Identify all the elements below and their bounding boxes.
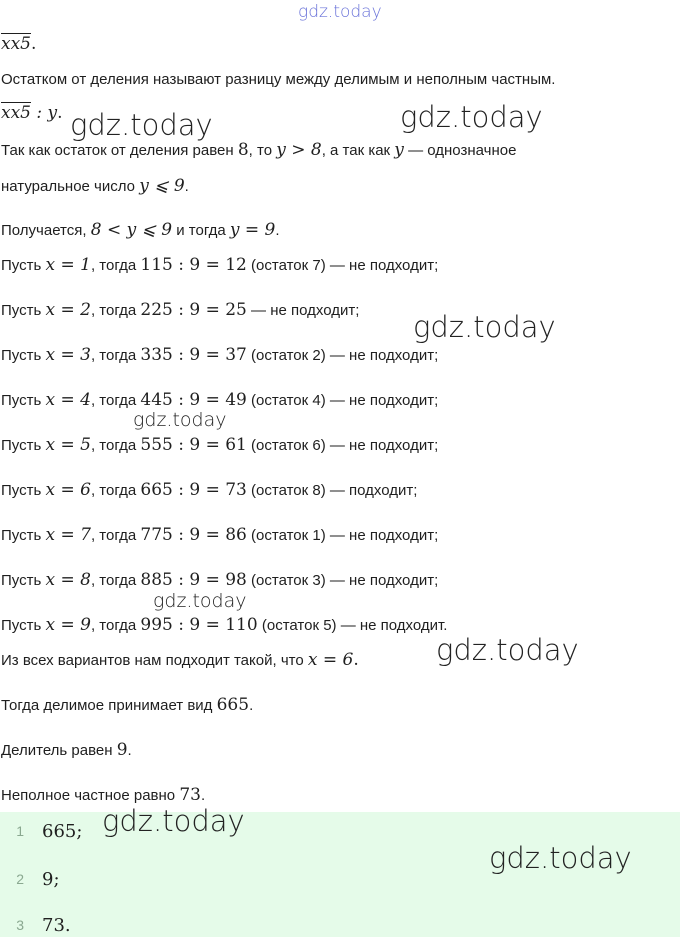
answer-value: 9; [42,868,60,890]
watermark: gdz.today [400,100,543,134]
case-line: Пусть x = 9, тогда 995 : 9 = 110 (остаток 5) — не подходит. [1,615,448,635]
overline-number: xx5 [1,103,31,123]
answer-index: 3 [16,917,24,933]
answer-row [0,814,82,848]
answer-index: 2 [16,871,24,887]
watermark-top: gdz.today [298,2,382,22]
case-line: Пусть x = 2, тогда 225 : 9 = 25 — не подходит; [1,300,360,320]
watermark: gdz.today [153,590,247,612]
case-line: Пусть x = 3, тогда 335 : 9 = 37 (остаток 2) — не подходит; [1,345,439,365]
conclusion-dividend: Тогда делимое принимает вид 665. [1,695,254,715]
watermark: gdz.today [70,108,213,142]
line-dividend: xx5. [1,34,37,54]
answer-value: 73. [42,914,71,936]
overline-number: xx5 [1,34,31,54]
watermark: gdz.today [133,409,227,431]
answer-index: 1 [16,823,24,839]
case-line: Пусть x = 5, тогда 555 : 9 = 61 (остаток 6) — не подходит; [1,435,439,455]
case-line: Пусть x = 6, тогда 665 : 9 = 73 (остаток 8) — подходит; [1,480,418,500]
line-division: xx5 : y. [1,103,63,123]
watermark: gdz.today [102,804,245,838]
case-line: Пусть x = 1, тогда 115 : 9 = 12 (остаток 7) — не подходит; [1,255,439,275]
watermark: gdz.today [413,310,556,344]
line-condition-2: натуральное число y ⩽ 9. [1,176,189,196]
line-condition-1: Так как остаток от деления равен 8, то y > 8, а так как y — однозначное [1,140,517,160]
case-line: Пусть x = 7, тогда 775 : 9 = 86 (остаток 1) — не подходит; [1,525,439,545]
conclusion-quotient: Неполное частное равно 73. [1,785,206,805]
watermark: gdz.today [489,841,632,875]
answer-value: 665; [42,820,83,842]
conclusion-x: Из всех вариантов нам подходит такой, что x = 6. [1,650,359,670]
line-result-y: Получается, 8 < y ⩽ 9 и тогда y = 9. [1,220,280,240]
case-line: Пусть x = 8, тогда 885 : 9 = 98 (остаток 3) — не подходит; [1,570,439,590]
watermark: gdz.today [436,633,579,667]
answer-row [0,862,60,896]
conclusion-divisor: Делитель равен 9. [1,740,132,760]
case-line: Пусть x = 4, тогда 445 : 9 = 49 (остаток 4) — не подходит; [1,390,439,410]
line-remainder-definition: Остатком от деления называют разницу между делимым и неполным частным. [1,71,556,88]
